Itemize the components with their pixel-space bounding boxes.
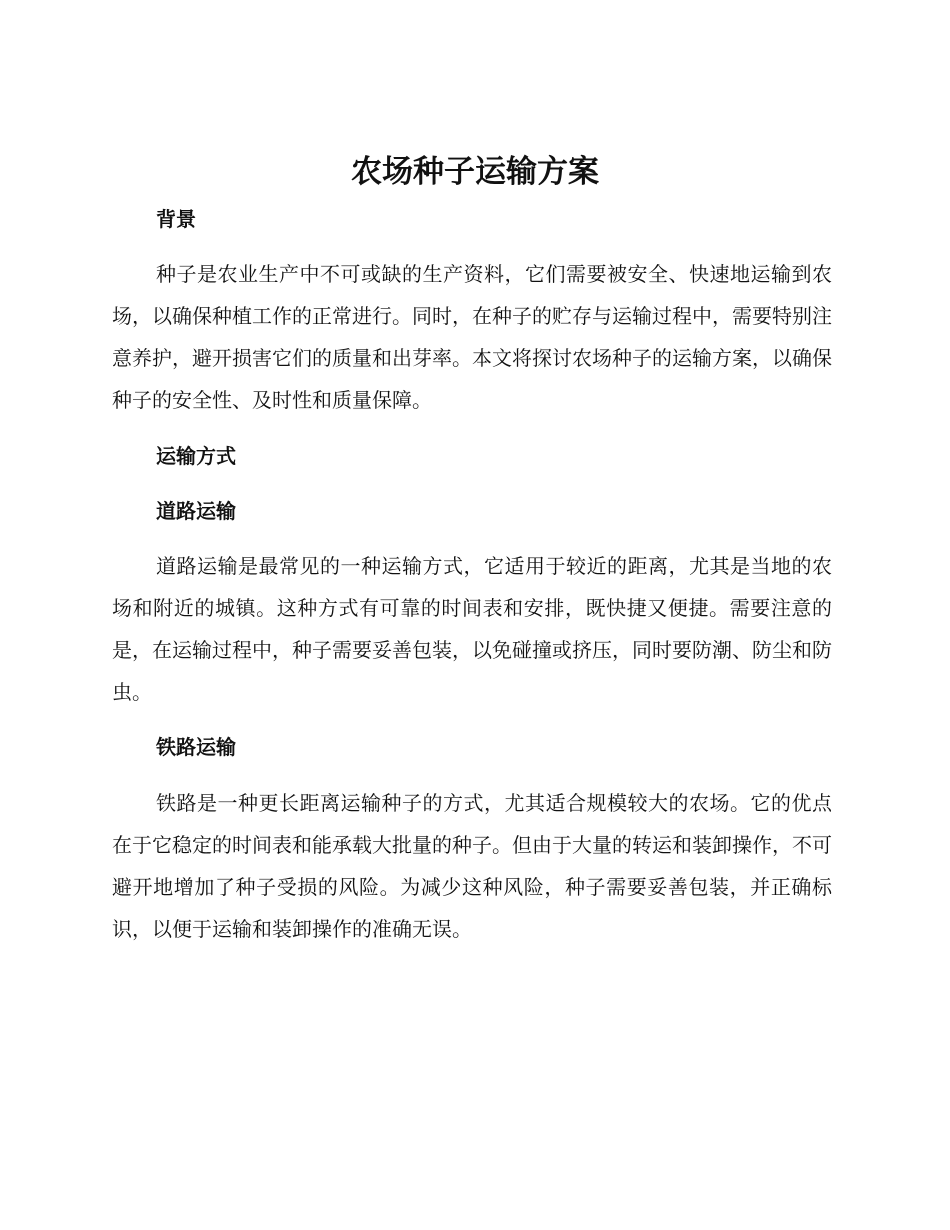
section-heading-background: 背景 bbox=[156, 207, 196, 231]
paragraph-background: 种子是农业生产中不可或缺的生产资料，它们需要被安全、快速地运输到农场，以确保种植工作的正常进行。同时，在种子的贮存与运输过程中，需要特别注意养护，避开损害它们的质量和出芽率。本文将探讨农场种子的运输方案，以确保种子的安全性、及时性和质量保障。 bbox=[112, 262, 832, 412]
document-title: 农场种子运输方案 bbox=[351, 154, 599, 190]
section-heading-transport-modes: 运输方式 bbox=[156, 444, 236, 468]
subsection-heading-rail: 铁路运输 bbox=[156, 735, 236, 759]
subsection-heading-road: 道路运输 bbox=[156, 499, 236, 523]
paragraph-rail: 铁路是一种更长距离运输种子的方式，尤其适合规模较大的农场。它的优点在于它稳定的时间表和能承载大批量的种子。但由于大量的转运和装卸操作，不可避开地增加了种子受损的风险。为减少这种风险，种子需要妥善包装，并正确标识，以便于运输和装卸操作的准确无误。 bbox=[112, 791, 832, 941]
paragraph-road: 道路运输是最常见的一种运输方式，它适用于较近的距离，尤其是当地的农场和附近的城镇。这种方式有可靠的时间表和安排，既快捷又便捷。需要注意的是，在运输过程中，种子需要妥善包装，以免碰撞或挤压，同时要防潮、防尘和防虫。 bbox=[112, 554, 832, 704]
